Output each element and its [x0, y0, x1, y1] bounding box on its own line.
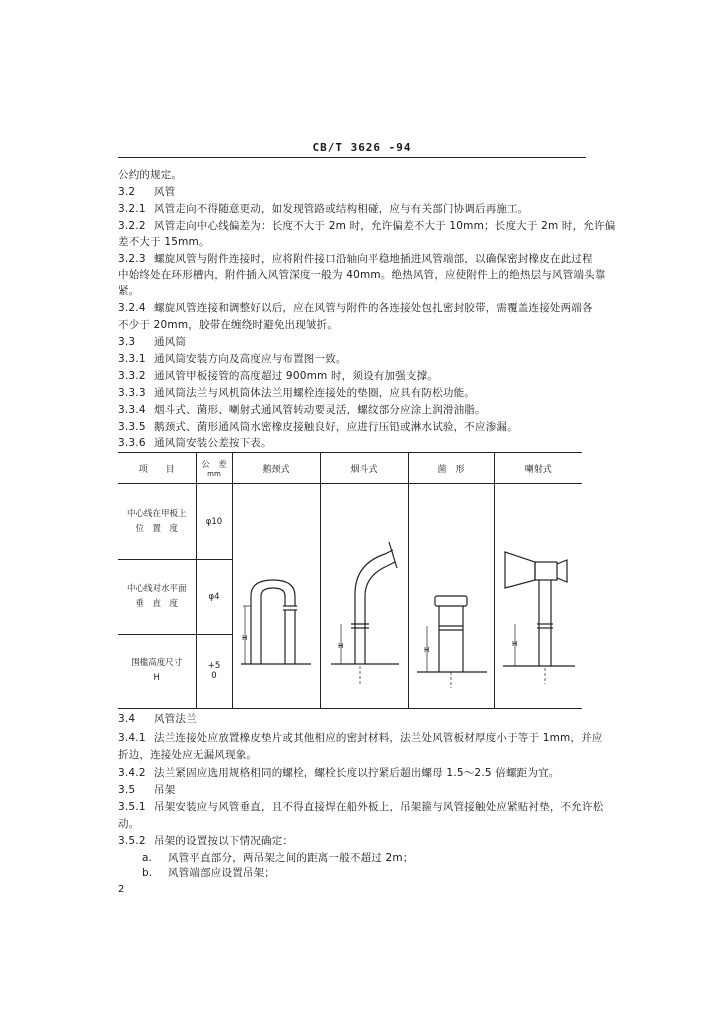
body-line: 紧。 [118, 285, 140, 297]
pipe-vent-drawing [321, 484, 409, 708]
tolerance-position: φ10 [196, 484, 232, 560]
row-label-coaming-height: 围槛高度尺寸 H [118, 634, 196, 708]
figure-gooseneck [232, 484, 320, 709]
body-line: 3.2.1 风管走向不得随意更动，如发现管路或结构相碰，应与有关部门协调后再施工。 [118, 203, 529, 215]
section-heading: 3.2 风管 [118, 186, 176, 198]
body-line: 3.3.6 通风筒安装公差按下表。 [118, 437, 272, 449]
header-item: 项 目 [118, 453, 196, 484]
body-line: 3.3.3 通风筒法兰与风机筒体法兰用螺栓连接处的垫圈，应具有防松功能。 [118, 387, 475, 399]
row-label-position: 中心线在甲板上 位 置 度 [118, 484, 196, 560]
header-type-mushroom: 菌 形 [408, 453, 494, 484]
body-line: 不少于 20mm，胶带在缠绕时避免出现皱折。 [118, 319, 339, 331]
header-type-gooseneck: 鹅颈式 [232, 453, 320, 484]
list-item: a. 风管平直部分，两吊架之间的距离一般不超过 2m； [142, 852, 414, 864]
mushroom-vent-drawing [409, 484, 495, 708]
h-label: H [337, 642, 343, 650]
body-line: 3.2.4 螺旋风管连接和调整好以后，应在风管与附件的各连接处包扎密封胶带，需覆盖连接处两端各 [118, 302, 593, 314]
header-type-ejector: 喇射式 [494, 453, 582, 484]
body-line: 3.4.2 法兰紧固应选用规格相同的螺栓，螺栓长度以拧紧后超出螺母 1.5～2.5 倍螺距为宜。 [118, 767, 560, 779]
section-heading: 3.4 风管法兰 [118, 713, 197, 725]
figure-pipe [320, 484, 408, 709]
body-line: 差不大于 15mm。 [118, 236, 210, 248]
list-item: b. 风管端部应设置吊架； [142, 867, 275, 879]
document-code: CB/T 3626 -94 [312, 141, 412, 154]
tolerance-coaming-height: +5 0 [196, 634, 232, 708]
h-label: H [511, 640, 517, 648]
body-line: 3.3.5 鹅颈式、菌形通风筒水密橡皮接触良好，应进行压铅或淋水试验，不应渗漏。 [118, 421, 518, 433]
gooseneck-vent-drawing [233, 484, 321, 708]
section-heading: 3.3 通风筒 [118, 336, 187, 348]
body-line: 3.3.1 通风筒安装方向及高度应与布置图一致。 [118, 353, 347, 365]
row-label-perpendicularity: 中心线对水平面 垂 直 度 [118, 560, 196, 634]
header-rule [118, 157, 586, 158]
header-type-pipe: 烟斗式 [320, 453, 408, 484]
tolerance-perpendicularity: φ4 [196, 560, 232, 634]
tolerance-table [118, 452, 582, 709]
body-line: 3.2.3 螺旋风管与附件连接时，应将附件接口沿轴向平稳地插进风管端部，以确保密封橡皮在此过程 [118, 253, 593, 265]
body-line: 3.5.1 吊架安装应与风管垂直，且不得直接焊在船外板上，吊架箍与风管接触处应紧贴衬垫，不允许松 [118, 801, 604, 813]
header-tolerance: 公 差 mm [196, 453, 232, 484]
section-heading: 3.5 吊架 [118, 784, 176, 796]
h-label: H [241, 634, 247, 642]
figure-mushroom [408, 484, 494, 709]
h-label: H [423, 646, 429, 654]
body-line: 3.3.4 烟斗式、菌形、喇射式通风管转动要灵活，螺纹部分应涂上润滑油脂。 [118, 404, 486, 416]
ejector-vent-drawing [495, 484, 583, 708]
figure-ejector [494, 484, 582, 709]
body-line: 中始终处在环形槽内，附件插入风管深度一般为 40mm。绝热风管，应使附件上的绝热层与风管端头靠 [118, 269, 606, 281]
body-line: 动。 [118, 818, 140, 830]
body-line: 3.4.1 法兰连接处应放置橡皮垫片或其他相应的密封材料，法兰处风管板材厚度小于等于 1mm，并应 [118, 732, 603, 744]
body-line: 公约的规定。 [118, 169, 183, 181]
body-line: 3.2.2 风管走向中心线偏差为：长度不大于 2m 时，允许偏差不大于 10mm；长度大于 2m 时，允许偏 [118, 220, 616, 232]
body-line: 3.5.2 吊架的设置按以下情况确定： [118, 835, 294, 847]
body-line: 折边，连接处应无漏风现象。 [118, 749, 258, 761]
body-line: 3.3.2 通风管甲板接管的高度超过 900mm 时，须设有加强支撑。 [118, 370, 438, 382]
page-number: 2 [118, 884, 125, 895]
